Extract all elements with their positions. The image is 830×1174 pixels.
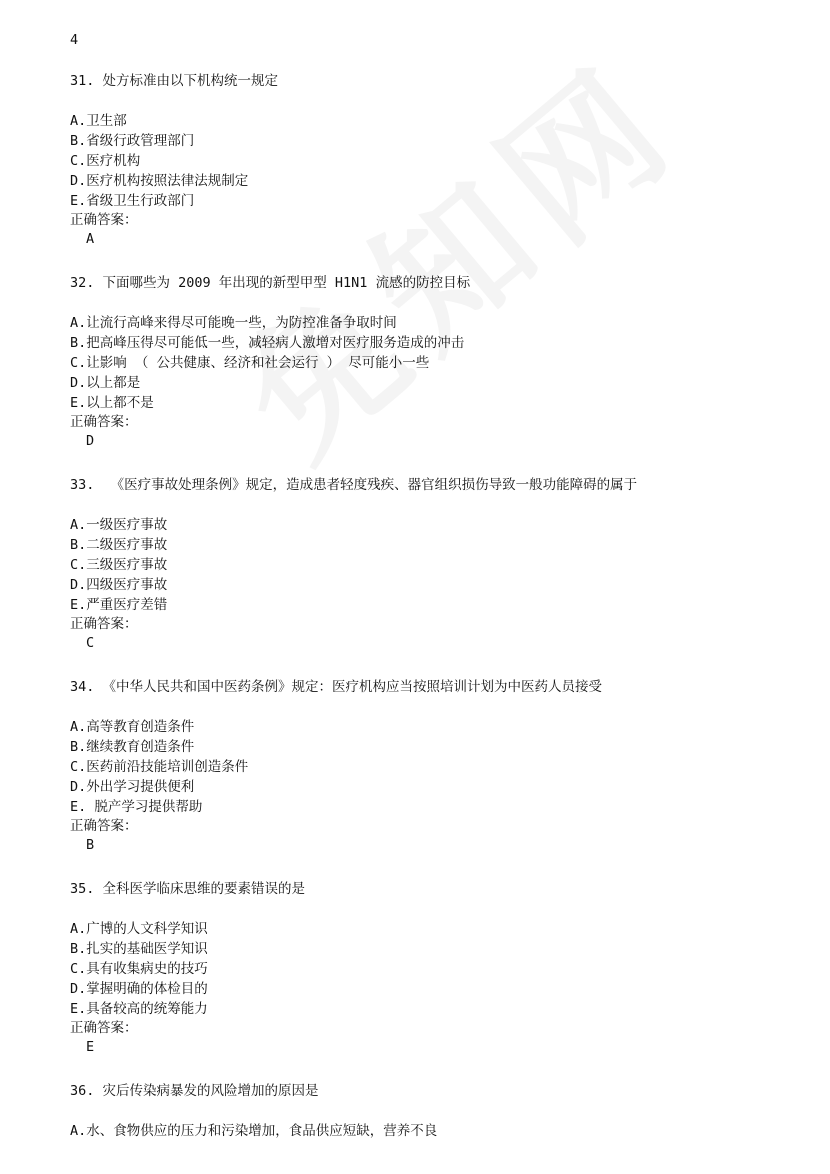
option-d: D.四级医疗事故 xyxy=(70,577,168,593)
option-b: B.把高峰压得尽可能低一些，减轻病人激增对医疗服务造成的冲击 xyxy=(70,335,465,351)
answer-value: D xyxy=(86,433,95,449)
option-d: D.医疗机构按照法律法规制定 xyxy=(70,173,249,189)
option-e: E. 脱产学习提供帮助 xyxy=(70,799,203,815)
question-36 xyxy=(70,1082,770,1141)
option-a: A.卫生部 xyxy=(70,113,127,129)
question-text: 32. 下面哪些为 2009 年出现的新型甲型 H1N1 流感的防控目标 xyxy=(70,275,471,291)
question-32 xyxy=(70,274,770,451)
option-b: B.二级医疗事故 xyxy=(70,537,168,553)
options-list xyxy=(70,313,770,413)
option-a: A.水、食物供应的压力和污染增加，食品供应短缺，营养不良 xyxy=(70,1123,438,1139)
answer-label: 正确答案： xyxy=(70,818,138,834)
answer-label: 正确答案： xyxy=(70,1020,138,1036)
answer-label: 正确答案： xyxy=(70,414,138,430)
question-31 xyxy=(70,72,770,249)
option-a: A.让流行高峰来得尽可能晚一些，为防控准备争取时间 xyxy=(70,315,397,331)
answer-value: A xyxy=(86,231,95,247)
option-b: B.省级行政管理部门 xyxy=(70,133,195,149)
option-e: E.省级卫生行政部门 xyxy=(70,193,195,209)
options-list xyxy=(70,515,770,615)
option-e: E.具备较高的统筹能力 xyxy=(70,1001,208,1017)
option-c: C.具有收集病史的技巧 xyxy=(70,961,208,977)
option-d: D.掌握明确的体检目的 xyxy=(70,981,208,997)
question-34 xyxy=(70,678,770,855)
question-text: 36. 灾后传染病暴发的风险增加的原因是 xyxy=(70,1083,319,1099)
options-list xyxy=(70,111,770,211)
question-text: 31. 处方标准由以下机构统一规定 xyxy=(70,73,279,89)
answer-value: C xyxy=(86,635,95,651)
option-a: A.广博的人文科学知识 xyxy=(70,921,208,937)
option-b: B.扎实的基础医学知识 xyxy=(70,941,208,957)
option-c: C.医药前沿技能培训创造条件 xyxy=(70,759,249,775)
question-35 xyxy=(70,880,770,1057)
option-e: E.以上都不是 xyxy=(70,395,154,411)
options-list xyxy=(70,1121,770,1141)
answer-value: E xyxy=(86,1039,95,1055)
option-c: C.三级医疗事故 xyxy=(70,557,168,573)
question-text: 34. 《中华人民共和国中医药条例》规定：医疗机构应当按照培训计划为中医药人员接受 xyxy=(70,679,603,695)
option-e: E.严重医疗差错 xyxy=(70,597,168,613)
answer-label: 正确答案： xyxy=(70,212,138,228)
option-b: B.继续教育创造条件 xyxy=(70,739,195,755)
answer-value: B xyxy=(86,837,95,853)
option-a: A.高等教育创造条件 xyxy=(70,719,195,735)
question-33 xyxy=(70,476,770,653)
options-list xyxy=(70,717,770,817)
option-c: C.让影响 （ 公共健康、经济和社会运行 ） 尽可能小一些 xyxy=(70,355,430,371)
question-text: 33. 《医疗事故处理条例》规定，造成患者轻度残疾、器官组织损伤导致一般功能障碍的属于 xyxy=(70,477,638,493)
page-number: 4 xyxy=(70,32,79,48)
answer-label: 正确答案： xyxy=(70,616,138,632)
option-d: D.以上都是 xyxy=(70,375,141,391)
options-list xyxy=(70,919,770,1019)
option-c: C.医疗机构 xyxy=(70,153,141,169)
question-text: 35. 全科医学临床思维的要素错误的是 xyxy=(70,881,306,897)
option-d: D.外出学习提供便利 xyxy=(70,779,195,795)
option-a: A.一级医疗事故 xyxy=(70,517,168,533)
